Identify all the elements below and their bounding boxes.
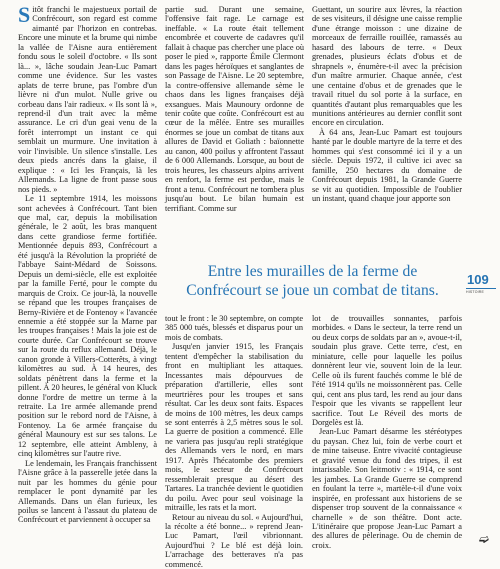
column-1 — [18, 2, 157, 525]
paragraph: Le 11 septembre 1914, les moissons sont achevées à Confrécourt. Tant bien que mal, car, depuis la mobilisation générale, le 2 août, les bras manquent dans cette grandiose ferme fortifiée. Mentionnée depuis 893, Confrécourt a été jusqu'à la Révolution la propriété de l'abbaye Saint-Médard de Soissons. Depuis un demi-siècle, elle est exploitée par la famille Ferté, pour le compte du marquis de Croix. Ce jour-là, la nouvelle se répand que les troupes françaises de Berny-Rivière et de Fontenoy « l'avancée ennemie a été stoppée sur la Marne par les troupes françaises ! Mais la joie est de courte durée. Car Confrécourt se trouve sur la route du reflux allemand. Déjà, le canon gronde à Villers-Cotterêts, à vingt kilomètres au sud. À 14 heures, des soldats pénètrent dans la ferme et la pillent. À 20 heures, le général von Kluck donne l'ordre de mettre un terme à la retraite. La 1re armée allemande prend position sur le rebord nord de l'Aisne, à Fontenoy. La 6e armée française du général Maunoury est sur ses talons. Le 12 septembre, elle atteint Ambleny, à cinq kilomètres sur l'autre rive. — [18, 194, 157, 459]
section-label: HISTOIRE — [466, 290, 485, 294]
pull-quote: Entre les murailles de la ferme de Confrécourt se joue un combat de titans. — [186, 263, 439, 299]
paragraph: Jusqu'en janvier 1915, les Français tentent d'empêcher la stabilisation du front en multipliant les attaques. Incessantes mais dépourvues de préparation d'artillerie, elles sont meurtrières pour les troupes et sans résultat. Car les deux sont faits. Espaces de moins de 100 mètres, les deux camps se sont enterrés à 2,5 mètres sous le sol. La guerre de position a commencé. Elle ne variera pas jusqu'au repli stratégique des Allemands vers le nord, en mars 1917. Après l'hécatombe des premiers mois, le secteur de Confrécourt ressemblerait presque au désert des Tartares. La tranchée devient le quotidien du poilu. Avec pour seul voisinage la mitraille, les rats et la mort. — [165, 342, 303, 513]
paragraph: tout le front : le 30 septembre, on compte 385 000 tués, blessés et disparus pour un mois de combats. — [165, 314, 303, 342]
page-number: 109 — [467, 272, 489, 287]
column-2-bottom — [165, 314, 303, 569]
paragraph: Jean-Luc Pamart désarme les stéréotypes du paysan. Chez lui, foin de verbe court et de mine taiseuse. Entre vivacité contagieuse et gravité venue du fond des tripes, il est intarissable. Son leitmotiv : « 1914, ce sont les jambes. La Grande Guerre se comprend en foulant la terre », martèle-t-il d'une voix inspirée, en professant aux historiens de se dispenser trop souvent de la connaissance « charnelle » de son théâtre. Dont acte. L'itinéraire que propose Jean-Luc Pamart a des allures de pèlerinage. Ou de chemin de croix. — [312, 427, 462, 550]
end-mark-icon: ➫ — [479, 532, 490, 546]
divider — [466, 288, 496, 289]
intro-paragraph — [18, 2, 157, 194]
column-3-bottom — [312, 314, 462, 554]
column-2 — [165, 5, 304, 255]
paragraph: À 64 ans, Jean-Luc Pamart est toujours hanté par le double martyre de la terre et des hommes qui s'est consommé ici il y a un siècle. Depuis 1972, il cultive ici avec sa famille, 250 hectares du domaine de Confrécourt depuis 1981, la Grande Guerre se vit au quotidien. Impossible de l'oublier un instant, quand chaque jour apporte son — [312, 127, 462, 204]
paragraph: partie sud. Durant une semaine, l'offensive fait rage. Le carnage est ineffable. « La route était tellement encombrée et couverte de cadavres qu'il fallait à chaque pas chercher une place où poser le pied », rapporte Émile Clermont dans les pages héroïques et sanglantes de son Passage de l'Aisne. Le 20 septembre, la contre-offensive allemande sème le chaos dans les lignes françaises déjà exsangues. Mais Maunoury ordonne de tenir coûte que coûte. Confrécourt est au cœur de la mêlée. Entre ses murailles énormes se joue un combat de titans aux allures de David et Goliath : baïonnette au canon, 400 poilus y affrontent l'assaut de 6 000 Allemands. Lorsque, au bout de trois heures, les chasseurs alpins arrivent en renfort, la ferme est perdue, mais le front a tenu. Confrécourt ne tombera plus jusqu'au bout. Le bilan humain est terrifiant. Comme sur — [165, 5, 304, 213]
intro-text: itôt franchi le majestueux portail de Confrécourt, son regard est comme aimanté par l'horizon en contrebas. Encore une minute et la brume qui nimbe la vallée de l'Aisne aura entièrement fondu sous le soleil d'octobre. « Ils sont là... », lâche soudain Jean-Luc Pamart comme une évidence. Sur les vastes aplats de terre brune, pas l'ombre d'un lièvre ni d'un mulot. Nulle grive ou corbeau dans l'air radieux. « Ils sont là », reprend-il d'un trait avec la même assurance. Le cri d'un geai venu de la forêt interrompt un instant ce qui semblait un murmure. Une invitation à voir l'invisible. Un silence s'installe. Les deux pieds ancrés dans la glaise, il explique : « Ici les Français, là les Allemands. La ligne de front passe sous nos pieds. » — [18, 5, 157, 194]
drop-cap: S — [18, 2, 31, 27]
paragraph: Le lendemain, les Français franchissent l'Aisne grâce à la passerelle jetée dans la nuit par les hommes du génie pour remplacer le pont dynamité par les Allemands. Dans un élan furieux, les poilus se lancent à l'assaut du plateau de Confrécourt et parviennent à occuper sa — [18, 458, 157, 525]
paragraph: Guettant, un sourire aux lèvres, la réaction de ses visiteurs, il désigne une caisse remplie d'une étrange moisson : une dizaine de morceaux de ferraille rouillée, ramassés au hasard des labours de terre. « Deux grenades, plusieurs éclats d'obus et de shrapnels », énumère-t-il avec la précision d'un maître armurier. Chaque année, c'est une centaine d'obus et de grenades que le travail rituel du sol porte à la surface, en quantités d'autant plus remarquables que les munitions antérieures au dernier conflit sont encore en circulation. — [312, 5, 462, 128]
column-3 — [312, 5, 462, 255]
paragraph: lot de trouvailles sonnantes, parfois morbides. « Dans le secteur, la terre rend un ou deux corps de soldats par an », avoue-t-il, soudain plus grave. Cette terre, c'est, en miniature, celle pour laquelle les poilus donnèrent leur vie, souvent loin de la leur. Celle où ils furent fauchés comme le blé de l'été 1914 qu'ils ne moissonnèrent pas. Celle qui, cent ans plus tard, les rend au jour dans l'espoir que les vivants se rappellent leur sacrifice. Tout Le Réveil des morts de Dorgelès est là. — [312, 314, 462, 427]
paragraph: Retour au niveau du sol. « Aujourd'hui, la récolte a été bonne... » reprend Jean-Luc Pamart, l'œil vibrionnant. Aujourd'hui ? Le blé est déjà loin. L'arrachage des betteraves n'a pas commencé. — [165, 512, 303, 569]
